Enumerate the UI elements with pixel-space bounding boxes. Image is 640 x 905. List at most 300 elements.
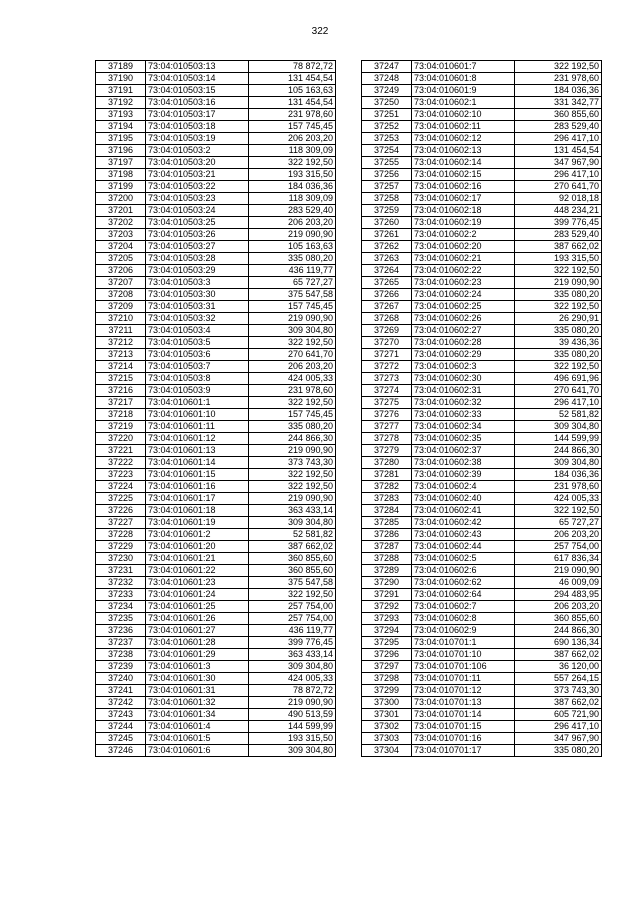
table-row [96, 385, 336, 397]
row-number-cell: 37285 [362, 517, 412, 529]
table-row [362, 493, 602, 505]
value-cell: 184 036,36 [249, 181, 336, 193]
cadastral-number-cell: 73:04:010701:15 [412, 721, 515, 733]
value-cell: 231 978,60 [515, 481, 602, 493]
table-row [96, 733, 336, 745]
cadastral-number-cell: 73:04:010601:26 [146, 613, 249, 625]
table-row [96, 313, 336, 325]
row-number-cell: 37262 [362, 241, 412, 253]
value-cell: 373 743,30 [515, 685, 602, 697]
table-row [362, 169, 602, 181]
cadastral-number-cell: 73:04:010602:43 [412, 529, 515, 541]
cadastral-number-cell: 73:04:010601:5 [146, 733, 249, 745]
value-cell: 309 304,80 [515, 457, 602, 469]
value-cell: 118 309,09 [249, 145, 336, 157]
row-number-cell: 37192 [96, 97, 146, 109]
cadastral-number-cell: 73:04:010602:31 [412, 385, 515, 397]
row-number-cell: 37293 [362, 613, 412, 625]
table-row [96, 721, 336, 733]
row-number-cell: 37303 [362, 733, 412, 745]
value-cell: 296 417,10 [515, 169, 602, 181]
table-row [96, 61, 336, 73]
row-number-cell: 37290 [362, 577, 412, 589]
table-row [96, 109, 336, 121]
row-number-cell: 37266 [362, 289, 412, 301]
table-row [362, 157, 602, 169]
cadastral-number-cell: 73:04:010503:5 [146, 337, 249, 349]
cadastral-number-cell: 73:04:010602:32 [412, 397, 515, 409]
value-cell: 375 547,58 [249, 289, 336, 301]
value-cell: 131 454,54 [249, 73, 336, 85]
value-cell: 131 454,54 [515, 145, 602, 157]
row-number-cell: 37211 [96, 325, 146, 337]
table-row [96, 289, 336, 301]
cadastral-number-cell: 73:04:010602:3 [412, 361, 515, 373]
row-number-cell: 37284 [362, 505, 412, 517]
row-number-cell: 37218 [96, 409, 146, 421]
table-row [96, 373, 336, 385]
value-cell: 206 203,20 [249, 361, 336, 373]
table-row [96, 685, 336, 697]
cadastral-number-cell: 73:04:010602:5 [412, 553, 515, 565]
table-row [362, 637, 602, 649]
cadastral-number-cell: 73:04:010601:24 [146, 589, 249, 601]
table-row [96, 541, 336, 553]
cadastral-number-cell: 73:04:010602:11 [412, 121, 515, 133]
row-number-cell: 37223 [96, 469, 146, 481]
table-row [96, 157, 336, 169]
table-row [96, 421, 336, 433]
cadastral-number-cell: 73:04:010601:17 [146, 493, 249, 505]
row-number-cell: 37253 [362, 133, 412, 145]
row-number-cell: 37274 [362, 385, 412, 397]
table-row [362, 577, 602, 589]
value-cell: 283 529,40 [515, 229, 602, 241]
table-row [362, 253, 602, 265]
cadastral-number-cell: 73:04:010601:29 [146, 649, 249, 661]
value-cell: 347 967,90 [515, 733, 602, 745]
register-table-left [95, 60, 336, 757]
table-row [96, 133, 336, 145]
row-number-cell: 37287 [362, 541, 412, 553]
value-cell: 92 018,18 [515, 193, 602, 205]
row-number-cell: 37200 [96, 193, 146, 205]
value-cell: 36 120,00 [515, 661, 602, 673]
cadastral-number-cell: 73:04:010503:29 [146, 265, 249, 277]
table-row [96, 637, 336, 649]
row-number-cell: 37261 [362, 229, 412, 241]
cadastral-number-cell: 73:04:010602:16 [412, 181, 515, 193]
cadastral-number-cell: 73:04:010503:9 [146, 385, 249, 397]
value-cell: 65 727,27 [249, 277, 336, 289]
value-cell: 387 662,02 [515, 241, 602, 253]
cadastral-number-cell: 73:04:010602:19 [412, 217, 515, 229]
value-cell: 387 662,02 [515, 649, 602, 661]
table-row [362, 217, 602, 229]
row-number-cell: 37209 [96, 301, 146, 313]
table-row [362, 673, 602, 685]
cadastral-number-cell: 73:04:010503:15 [146, 85, 249, 97]
cadastral-number-cell: 73:04:010602:20 [412, 241, 515, 253]
value-cell: 219 090,90 [249, 445, 336, 457]
value-cell: 65 727,27 [515, 517, 602, 529]
table-row [362, 745, 602, 757]
row-number-cell: 37301 [362, 709, 412, 721]
row-number-cell: 37247 [362, 61, 412, 73]
table-row [362, 625, 602, 637]
table-row [96, 457, 336, 469]
cadastral-number-cell: 73:04:010601:20 [146, 541, 249, 553]
table-row [96, 217, 336, 229]
cadastral-number-cell: 73:04:010602:9 [412, 625, 515, 637]
cadastral-number-cell: 73:04:010602:42 [412, 517, 515, 529]
table-row [96, 265, 336, 277]
table-row [362, 517, 602, 529]
cadastral-number-cell: 73:04:010503:14 [146, 73, 249, 85]
value-cell: 52 581,82 [515, 409, 602, 421]
value-cell: 436 119,77 [249, 265, 336, 277]
cadastral-number-cell: 73:04:010503:27 [146, 241, 249, 253]
table-row [362, 469, 602, 481]
row-number-cell: 37196 [96, 145, 146, 157]
table-row [362, 109, 602, 121]
table-row [362, 541, 602, 553]
value-cell: 605 721,90 [515, 709, 602, 721]
table-row [96, 349, 336, 361]
value-cell: 219 090,90 [249, 229, 336, 241]
row-number-cell: 37295 [362, 637, 412, 649]
value-cell: 496 691,96 [515, 373, 602, 385]
row-number-cell: 37210 [96, 313, 146, 325]
cadastral-number-cell: 73:04:010701:14 [412, 709, 515, 721]
row-number-cell: 37272 [362, 361, 412, 373]
cadastral-number-cell: 73:04:010503:24 [146, 205, 249, 217]
cadastral-number-cell: 73:04:010503:19 [146, 133, 249, 145]
row-number-cell: 37197 [96, 157, 146, 169]
row-number-cell: 37204 [96, 241, 146, 253]
cadastral-number-cell: 73:04:010601:19 [146, 517, 249, 529]
table-row [96, 613, 336, 625]
row-number-cell: 37294 [362, 625, 412, 637]
table-row [362, 433, 602, 445]
value-cell: 26 290,91 [515, 313, 602, 325]
row-number-cell: 37232 [96, 577, 146, 589]
cadastral-number-cell: 73:04:010601:10 [146, 409, 249, 421]
cadastral-number-cell: 73:04:010601:25 [146, 601, 249, 613]
cadastral-number-cell: 73:04:010602:41 [412, 505, 515, 517]
value-cell: 184 036,36 [515, 469, 602, 481]
table-row [96, 553, 336, 565]
cadastral-number-cell: 73:04:010601:15 [146, 469, 249, 481]
table-row [362, 733, 602, 745]
cadastral-number-cell: 73:04:010602:15 [412, 169, 515, 181]
value-cell: 436 119,77 [249, 625, 336, 637]
value-cell: 322 192,50 [515, 265, 602, 277]
row-number-cell: 37241 [96, 685, 146, 697]
row-number-cell: 37276 [362, 409, 412, 421]
value-cell: 219 090,90 [249, 313, 336, 325]
cadastral-number-cell: 73:04:010602:35 [412, 433, 515, 445]
value-cell: 283 529,40 [515, 121, 602, 133]
cadastral-number-cell: 73:04:010701:16 [412, 733, 515, 745]
cadastral-number-cell: 73:04:010601:7 [412, 61, 515, 73]
table-row [96, 601, 336, 613]
table-row [362, 61, 602, 73]
row-number-cell: 37238 [96, 649, 146, 661]
table-row [96, 745, 336, 757]
row-number-cell: 37199 [96, 181, 146, 193]
table-row [96, 661, 336, 673]
row-number-cell: 37292 [362, 601, 412, 613]
row-number-cell: 37280 [362, 457, 412, 469]
table-row [362, 349, 602, 361]
table-row [96, 397, 336, 409]
table-row [362, 205, 602, 217]
row-number-cell: 37228 [96, 529, 146, 541]
table-row [96, 505, 336, 517]
value-cell: 206 203,20 [249, 133, 336, 145]
value-cell: 144 599,99 [515, 433, 602, 445]
row-number-cell: 37298 [362, 673, 412, 685]
table-row [362, 649, 602, 661]
row-number-cell: 37255 [362, 157, 412, 169]
value-cell: 309 304,80 [249, 325, 336, 337]
row-number-cell: 37282 [362, 481, 412, 493]
value-cell: 219 090,90 [249, 697, 336, 709]
value-cell: 363 433,14 [249, 649, 336, 661]
row-number-cell: 37275 [362, 397, 412, 409]
value-cell: 257 754,00 [249, 601, 336, 613]
row-number-cell: 37215 [96, 373, 146, 385]
value-cell: 309 304,80 [249, 745, 336, 757]
cadastral-number-cell: 73:04:010503:8 [146, 373, 249, 385]
row-number-cell: 37268 [362, 313, 412, 325]
cadastral-number-cell: 73:04:010602:14 [412, 157, 515, 169]
cadastral-number-cell: 73:04:010601:22 [146, 565, 249, 577]
register-table-right [361, 60, 602, 757]
table-row [96, 85, 336, 97]
table-row [362, 385, 602, 397]
value-cell: 193 315,50 [249, 169, 336, 181]
value-cell: 131 454,54 [249, 97, 336, 109]
cadastral-number-cell: 73:04:010503:28 [146, 253, 249, 265]
cadastral-number-cell: 73:04:010601:9 [412, 85, 515, 97]
cadastral-number-cell: 73:04:010602:17 [412, 193, 515, 205]
table-row [96, 97, 336, 109]
cadastral-number-cell: 73:04:010602:34 [412, 421, 515, 433]
cadastral-number-cell: 73:04:010701:17 [412, 745, 515, 757]
table-row [362, 685, 602, 697]
row-number-cell: 37229 [96, 541, 146, 553]
value-cell: 118 309,09 [249, 193, 336, 205]
value-cell: 424 005,33 [515, 493, 602, 505]
table-row [362, 409, 602, 421]
cadastral-number-cell: 73:04:010503:3 [146, 277, 249, 289]
cadastral-number-cell: 73:04:010503:20 [146, 157, 249, 169]
value-cell: 206 203,20 [515, 529, 602, 541]
row-number-cell: 37224 [96, 481, 146, 493]
cadastral-number-cell: 73:04:010503:22 [146, 181, 249, 193]
table-row [362, 241, 602, 253]
value-cell: 322 192,50 [249, 481, 336, 493]
table-row [96, 517, 336, 529]
row-number-cell: 37231 [96, 565, 146, 577]
row-number-cell: 37270 [362, 337, 412, 349]
value-cell: 193 315,50 [515, 253, 602, 265]
value-cell: 363 433,14 [249, 505, 336, 517]
value-cell: 424 005,33 [249, 673, 336, 685]
table-row [362, 73, 602, 85]
cadastral-number-cell: 73:04:010701:11 [412, 673, 515, 685]
table-row [96, 709, 336, 721]
table-row [362, 613, 602, 625]
value-cell: 244 866,30 [249, 433, 336, 445]
cadastral-number-cell: 73:04:010503:2 [146, 145, 249, 157]
value-cell: 322 192,50 [515, 505, 602, 517]
cadastral-number-cell: 73:04:010503:18 [146, 121, 249, 133]
row-number-cell: 37257 [362, 181, 412, 193]
table-row [362, 697, 602, 709]
table-row [362, 373, 602, 385]
value-cell: 322 192,50 [249, 157, 336, 169]
table-row [96, 253, 336, 265]
value-cell: 322 192,50 [515, 361, 602, 373]
value-cell: 399 776,45 [515, 217, 602, 229]
cadastral-number-cell: 73:04:010602:22 [412, 265, 515, 277]
table-row [362, 193, 602, 205]
cadastral-number-cell: 73:04:010602:6 [412, 565, 515, 577]
cadastral-number-cell: 73:04:010602:62 [412, 577, 515, 589]
value-cell: 335 080,20 [249, 421, 336, 433]
row-number-cell: 37252 [362, 121, 412, 133]
row-number-cell: 37297 [362, 661, 412, 673]
value-cell: 347 967,90 [515, 157, 602, 169]
cadastral-number-cell: 73:04:010701:12 [412, 685, 515, 697]
cadastral-number-cell: 73:04:010503:4 [146, 325, 249, 337]
cadastral-number-cell: 73:04:010602:7 [412, 601, 515, 613]
row-number-cell: 37194 [96, 121, 146, 133]
value-cell: 231 978,60 [249, 109, 336, 121]
table-row [96, 409, 336, 421]
table-row [362, 361, 602, 373]
value-cell: 322 192,50 [249, 589, 336, 601]
table-row [362, 661, 602, 673]
value-cell: 231 978,60 [249, 385, 336, 397]
row-number-cell: 37222 [96, 457, 146, 469]
row-number-cell: 37300 [362, 697, 412, 709]
row-number-cell: 37216 [96, 385, 146, 397]
cadastral-number-cell: 73:04:010601:6 [146, 745, 249, 757]
value-cell: 157 745,45 [249, 121, 336, 133]
value-cell: 322 192,50 [515, 61, 602, 73]
value-cell: 219 090,90 [249, 493, 336, 505]
row-number-cell: 37281 [362, 469, 412, 481]
table-row [96, 121, 336, 133]
value-cell: 373 743,30 [249, 457, 336, 469]
value-cell: 296 417,10 [515, 721, 602, 733]
cadastral-number-cell: 73:04:010602:29 [412, 349, 515, 361]
row-number-cell: 37254 [362, 145, 412, 157]
row-number-cell: 37206 [96, 265, 146, 277]
table-row [362, 445, 602, 457]
row-number-cell: 37249 [362, 85, 412, 97]
table-row [362, 133, 602, 145]
table-row [96, 649, 336, 661]
row-number-cell: 37234 [96, 601, 146, 613]
row-number-cell: 37258 [362, 193, 412, 205]
cadastral-number-cell: 73:04:010601:13 [146, 445, 249, 457]
value-cell: 387 662,02 [515, 697, 602, 709]
table-row [96, 361, 336, 373]
row-number-cell: 37214 [96, 361, 146, 373]
table-row [362, 589, 602, 601]
value-cell: 78 872,72 [249, 61, 336, 73]
row-number-cell: 37198 [96, 169, 146, 181]
cadastral-number-cell: 73:04:010503:31 [146, 301, 249, 313]
row-number-cell: 37220 [96, 433, 146, 445]
cadastral-number-cell: 73:04:010602:28 [412, 337, 515, 349]
value-cell: 206 203,20 [515, 601, 602, 613]
row-number-cell: 37267 [362, 301, 412, 313]
table-row [96, 529, 336, 541]
value-cell: 52 581,82 [249, 529, 336, 541]
cadastral-number-cell: 73:04:010601:27 [146, 625, 249, 637]
value-cell: 399 776,45 [249, 637, 336, 649]
row-number-cell: 37304 [362, 745, 412, 757]
cadastral-number-cell: 73:04:010601:14 [146, 457, 249, 469]
table-row [96, 445, 336, 457]
table-row [96, 433, 336, 445]
cadastral-number-cell: 73:04:010602:12 [412, 133, 515, 145]
row-number-cell: 37250 [362, 97, 412, 109]
table-row [96, 493, 336, 505]
row-number-cell: 37283 [362, 493, 412, 505]
table-row [362, 457, 602, 469]
value-cell: 78 872,72 [249, 685, 336, 697]
value-cell: 206 203,20 [249, 217, 336, 229]
value-cell: 322 192,50 [249, 469, 336, 481]
cadastral-number-cell: 73:04:010602:18 [412, 205, 515, 217]
row-number-cell: 37273 [362, 373, 412, 385]
cadastral-number-cell: 73:04:010602:26 [412, 313, 515, 325]
cadastral-number-cell: 73:04:010701:106 [412, 661, 515, 673]
table-row [96, 589, 336, 601]
table-row [96, 301, 336, 313]
cadastral-number-cell: 73:04:010602:21 [412, 253, 515, 265]
cadastral-number-cell: 73:04:010602:25 [412, 301, 515, 313]
value-cell: 448 234,21 [515, 205, 602, 217]
cadastral-number-cell: 73:04:010601:2 [146, 529, 249, 541]
table-row [96, 145, 336, 157]
row-number-cell: 37269 [362, 325, 412, 337]
value-cell: 270 641,70 [515, 385, 602, 397]
row-number-cell: 37264 [362, 265, 412, 277]
cadastral-number-cell: 73:04:010601:1 [146, 397, 249, 409]
value-cell: 231 978,60 [515, 73, 602, 85]
row-number-cell: 37208 [96, 289, 146, 301]
cadastral-number-cell: 73:04:010601:11 [146, 421, 249, 433]
row-number-cell: 37302 [362, 721, 412, 733]
cadastral-number-cell: 73:04:010601:23 [146, 577, 249, 589]
table-row [362, 565, 602, 577]
table-row [362, 301, 602, 313]
row-number-cell: 37278 [362, 433, 412, 445]
value-cell: 322 192,50 [249, 397, 336, 409]
table-row [96, 325, 336, 337]
cadastral-number-cell: 73:04:010701:10 [412, 649, 515, 661]
value-cell: 144 599,99 [249, 721, 336, 733]
value-cell: 39 436,36 [515, 337, 602, 349]
